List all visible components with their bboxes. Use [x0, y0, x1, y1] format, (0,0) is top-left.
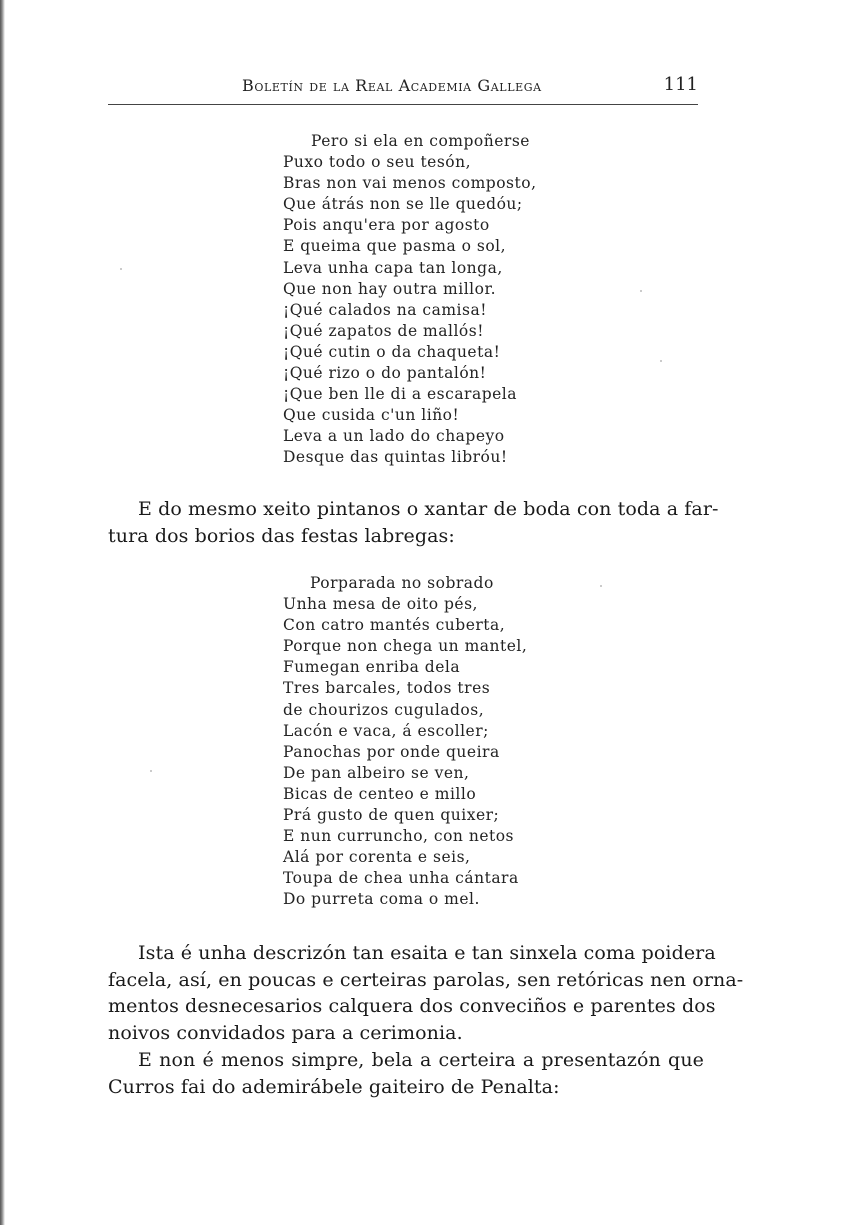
prose-line: tura dos borios das festas labregas: [108, 524, 455, 547]
prose-line: noivos convidados para a cerimonia. [108, 1022, 463, 1045]
verse-line: de chourizos cugulados, [283, 700, 485, 719]
verse-line: Puxo todo o seu tesón, [283, 153, 472, 172]
paragraph-3 [108, 1047, 704, 1100]
prose-line: mentos desnecesarios calquera dos conveciños e parentes dos [108, 995, 716, 1018]
page-edge-shadow [0, 0, 5, 1225]
verse-line: ¡Qué calados na camisa! [283, 300, 487, 319]
verse-line: ¡Qué rizo o do pantalón! [283, 364, 487, 383]
page-header [108, 72, 704, 102]
verse-line: Prá gusto de quen quixer; [283, 806, 500, 825]
running-title: Boletín de la Real Academia Gallega [242, 76, 542, 95]
paragraph-2 [108, 940, 744, 1047]
verse-line: Leva a un lado do chapeyo [283, 427, 505, 446]
verse-line: ¡Que ben lle di a escarapela [283, 385, 518, 404]
verse-line: Lacón e vaca, á escoller; [283, 721, 489, 740]
verse-line: De pan albeiro se ven, [283, 763, 470, 782]
verse-line: Tres barcales, todos tres [283, 679, 491, 698]
prose-line: facela, así, en poucas e certeiras parolas, sen retóricas nen orna- [108, 968, 744, 991]
verse-line: Pero si ela en compoñerse [311, 132, 530, 150]
verse-line: Porque non chega un mantel, [283, 637, 528, 656]
prose-line: Ista é unha descrizón tan esaita e tan sinxela coma poidera [138, 942, 716, 964]
prose-line: E non é menos simpre, bela a certeira a presentazón que [138, 1049, 704, 1071]
verse-line: Que non hay outra millor. [283, 279, 497, 298]
header-rule [108, 104, 698, 105]
paragraph-1 [108, 496, 719, 549]
poem-stanza-2 [283, 573, 527, 911]
verse-line: Con catro mantés cuberta, [283, 616, 506, 635]
verse-line: ¡Qué zapatos de mallós! [283, 321, 484, 340]
verse-line: Fumegan enriba dela [283, 658, 461, 677]
verse-line: ¡Qué cutin o da chaqueta! [283, 342, 501, 361]
verse-line: Que cusida c'un liño! [283, 406, 460, 425]
verse-line: E nun curruncho, con netos [283, 827, 515, 846]
verse-line: E queima que pasma o sol, [283, 237, 507, 256]
prose-line: E do mesmo xeito pintanos o xantar de boda con toda a far- [138, 498, 719, 520]
verse-line: Porparada no sobrado [310, 574, 494, 592]
verse-line: Bicas de centeo e millo [283, 784, 477, 803]
paper-speck [600, 585, 602, 587]
verse-line: Leva unha capa tan longa, [283, 258, 503, 277]
verse-line: Desque das quintas libróu! [283, 448, 508, 467]
paper-speck [640, 290, 642, 292]
verse-line: Bras non vai menos composto, [283, 174, 537, 193]
poem-stanza-1 [283, 131, 537, 469]
paper-speck [150, 770, 152, 772]
prose-line: Curros fai do ademirábele gaiteiro de Penalta: [108, 1075, 560, 1098]
page-number: 111 [663, 74, 698, 95]
verse-line: Unha mesa de oito pés, [283, 595, 478, 614]
verse-line: Que átrás non se lle quedóu; [283, 195, 523, 214]
verse-line: Toupa de chea unha cántara [283, 869, 519, 888]
verse-line: Panochas por onde queira [283, 742, 500, 761]
verse-line: Alá por corenta e seis, [283, 848, 471, 867]
paper-speck [120, 268, 122, 270]
verse-line: Pois anqu'era por agosto [283, 216, 490, 235]
paper-speck [660, 360, 662, 362]
verse-line: Do purreta coma o mel. [283, 890, 480, 909]
